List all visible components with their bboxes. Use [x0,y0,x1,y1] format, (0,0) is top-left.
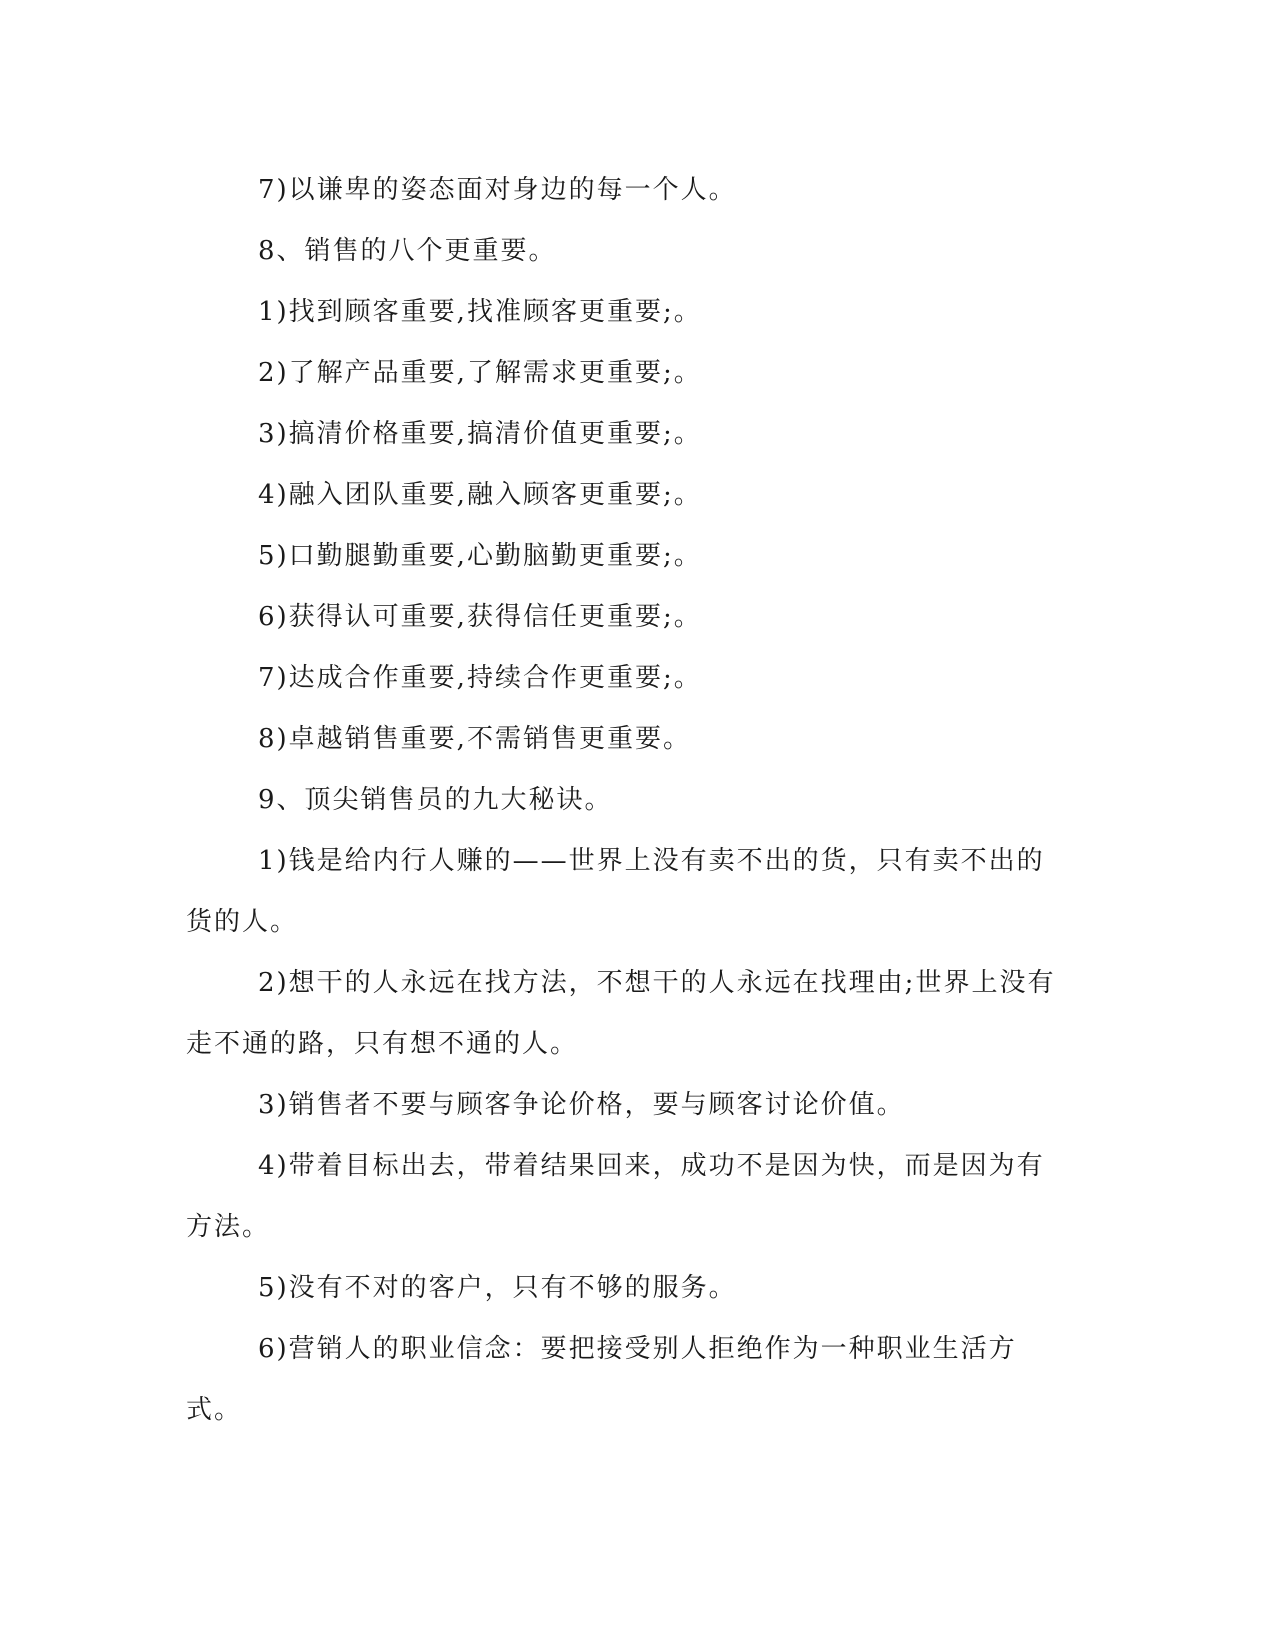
list-item: 3)销售者不要与顾客争论价格，要与顾客讨论价值。 [258,1090,905,1120]
list-item: 6)营销人的职业信念：要把接受别人拒绝作为一种职业生活方式。 [186,1334,1017,1425]
list-item: 2)了解产品重要,了解需求更重要;。 [258,358,702,388]
list-item: 8)卓越销售重要,不需销售更重要。 [258,724,691,754]
list-item: 6)获得认可重要,获得信任更重要;。 [258,602,702,632]
list-item: 1)钱是给内行人赚的——世界上没有卖不出的货，只有卖不出的货的人。 [186,846,1045,937]
list-item: 5)没有不对的客户，只有不够的服务。 [258,1273,737,1303]
list-item: 3)搞清价格重要,搞清价值更重要;。 [258,419,702,449]
list-item: 4)带着目标出去，带着结果回来，成功不是因为快，而是因为有方法。 [186,1151,1045,1242]
section-heading: 9、顶尖销售员的九大秘诀。 [258,785,613,815]
list-item: 2)想干的人永远在找方法，不想干的人永远在找理由;世界上没有走不通的路，只有想不通的人。 [186,968,1056,1059]
list-item: 1)找到顾客重要,找准顾客更重要;。 [258,297,702,327]
paragraph: 7)以谦卑的姿态面对身边的每一个人。 [258,175,737,205]
document-body [186,160,1066,1441]
section-heading: 8、销售的八个更重要。 [258,236,557,266]
list-item: 4)融入团队重要,融入顾客更重要;。 [258,480,702,510]
list-item: 5)口勤腿勤重要,心勤脑勤更重要;。 [258,541,702,571]
list-item: 7)达成合作重要,持续合作更重要;。 [258,663,702,693]
